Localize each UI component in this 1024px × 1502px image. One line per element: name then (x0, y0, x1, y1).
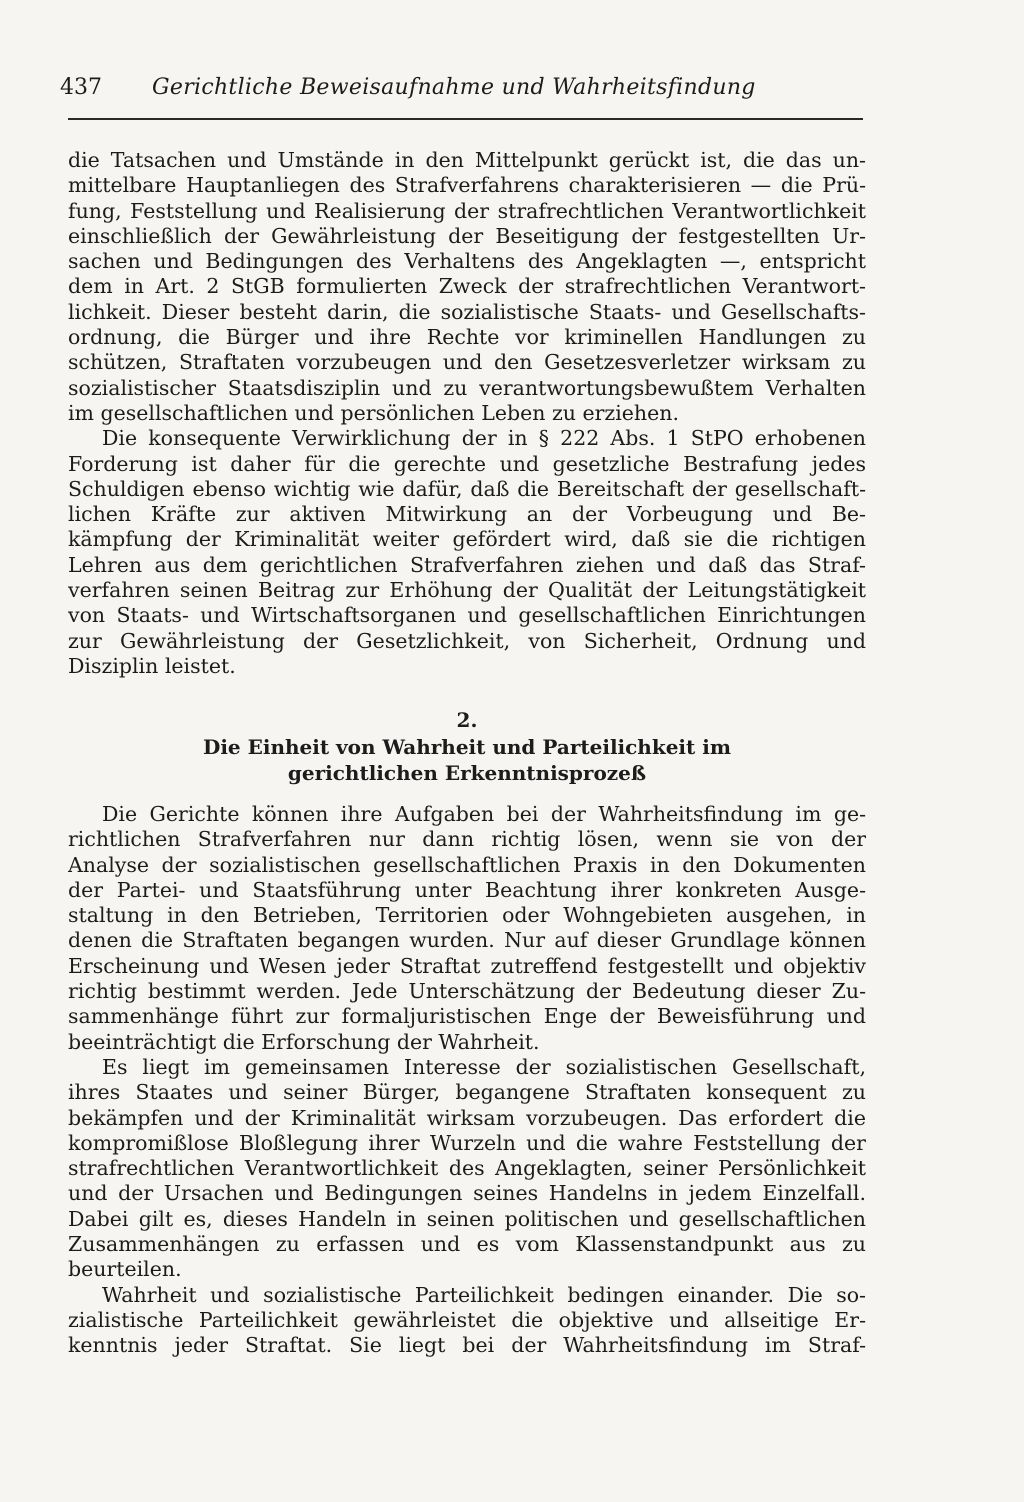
text-line: sozialistischer Staatsdisziplin und zu verantwortungsbewußtem Verhalten (68, 375, 866, 400)
text-line: sammenhänge führt zur formaljuristischen Enge der Beweisführung und (68, 1004, 866, 1029)
text-line: strafrechtlichen Verantwortlichkeit des Angeklagten, seiner Persönlichkeit (68, 1156, 866, 1181)
paragraph (68, 802, 866, 1055)
body-text-bottom (68, 802, 866, 1359)
text-line: richtlichen Strafverfahren nur dann richtig lösen, wenn sie von der (68, 827, 866, 852)
text-line: ordnung, die Bürger und ihre Rechte vor kriminellen Handlungen zu (68, 325, 866, 350)
running-title: Gerichtliche Beweisaufnahme und Wahrheitsfindung (152, 75, 756, 100)
paragraph (68, 148, 866, 426)
text-line: Lehren aus dem gerichtlichen Strafverfahren ziehen und daß das Straf- (68, 552, 866, 577)
text-line: Es liegt im gemeinsamen Interesse der sozialistischen Gesellschaft, (102, 1054, 866, 1079)
section-number: 2. (456, 708, 478, 732)
text-line: richtig bestimmt werden. Jede Unterschätzung der Bedeutung dieser Zu- (68, 979, 866, 1004)
section-heading (68, 706, 866, 786)
paragraph (68, 1283, 866, 1359)
text-line: staltung in den Betrieben, Territorien oder Wohngebieten ausgehen, in (68, 903, 866, 928)
text-line: die Tatsachen und Umstände in den Mittelpunkt gerückt ist, die das un- (68, 148, 866, 172)
body-text-top (68, 148, 866, 679)
text-line: Schuldigen ebenso wichtig wie dafür, daß die Bereitschaft der gesellschaft- (68, 476, 866, 501)
text-line: Disziplin leistet. (68, 653, 236, 678)
text-line: beeinträchtigt die Erforschung der Wahrheit. (68, 1029, 540, 1054)
text-line: kompromißlose Bloßlegung ihrer Wurzeln und die wahre Feststellung der (68, 1130, 866, 1155)
section-title-line-2: gerichtlichen Erkenntnisprozeß (287, 761, 647, 785)
text-line: Die konsequente Verwirklichung der in § 222 Abs. 1 StPO erhobenen (102, 426, 866, 451)
text-line: sachen und Bedingungen des Verhaltens des Angeklagten —, entspricht (68, 249, 866, 274)
text-line: bekämpfen und der Kriminalität wirksam vorzubeugen. Das erfordert die (68, 1105, 866, 1130)
text-line: und der Ursachen und Bedingungen seines Handelns in jedem Einzelfall. (68, 1181, 866, 1206)
text-line: fung, Feststellung und Realisierung der strafrechtlichen Verantwortlichkeit (68, 198, 866, 223)
text-line: Wahrheit und sozialistische Parteilichkeit bedingen einander. Die so- (102, 1282, 866, 1307)
text-line: zialistische Parteilichkeit gewährleistet die objektive und allseitige Er- (68, 1307, 866, 1332)
text-line: schützen, Straftaten vorzubeugen und den Gesetzesverletzer wirksam zu (68, 350, 866, 375)
text-line: Zusammenhängen zu erfassen und es vom Klassenstandpunkt aus zu (68, 1232, 866, 1257)
text-line: zur Gewährleistung der Gesetzlichkeit, von Sicherheit, Ordnung und (68, 628, 866, 653)
text-line: beurteilen. (68, 1257, 182, 1282)
text-line: kämpfung der Kriminalität weiter gefördert wird, daß sie die richtigen (68, 527, 866, 552)
text-line: verfahren seinen Beitrag zur Erhöhung der Qualität der Leitungstätigkeit (68, 578, 866, 603)
page-number: 437 (60, 75, 102, 100)
text-line: von Staats- und Wirtschaftsorganen und gesellschaftlichen Einrichtungen (68, 603, 866, 628)
header-rule (68, 118, 863, 120)
section-title-line-1: Die Einheit von Wahrheit und Parteilichkeit im (202, 735, 731, 759)
paragraph (68, 1055, 866, 1283)
text-line: mittelbare Hauptanliegen des Strafverfahrens charakterisieren — die Prü- (68, 173, 866, 198)
text-line: denen die Straftaten begangen wurden. Nur auf dieser Grundlage können (68, 928, 866, 953)
text-line: einschließlich der Gewährleistung der Beseitigung der festgestellten Ur- (68, 223, 866, 248)
paragraph (68, 426, 866, 679)
text-line: kenntnis jeder Straftat. Sie liegt bei der Wahrheitsfindung im Straf- (68, 1333, 866, 1358)
text-line: ihres Staates und seiner Bürger, begangene Straftaten konsequent zu (68, 1080, 866, 1105)
text-line: lichen Kräfte zur aktiven Mitwirkung an der Vorbeugung und Be- (68, 502, 866, 527)
text-line: der Partei- und Staatsführung unter Beachtung ihrer konkreten Ausge- (68, 877, 866, 902)
text-line: im gesellschaftlichen und persönlichen Leben zu erziehen. (68, 400, 679, 425)
text-line: Analyse der sozialistischen gesellschaftlichen Praxis in den Dokumenten (68, 852, 866, 877)
text-line: dem in Art. 2 StGB formulierten Zweck der strafrechtlichen Verantwort- (68, 274, 866, 299)
text-line: Erscheinung und Wesen jeder Straftat zutreffend festgestellt und objektiv (68, 953, 866, 978)
text-line: Die Gerichte können ihre Aufgaben bei der Wahrheitsfindung im ge- (102, 802, 866, 826)
text-line: Forderung ist daher für die gerechte und gesetzliche Bestrafung jedes (68, 451, 866, 476)
text-line: lichkeit. Dieser besteht darin, die sozialistische Staats- und Gesellschafts- (68, 299, 866, 324)
text-line: Dabei gilt es, dieses Handeln in seinen politischen und gesellschaftlichen (68, 1206, 866, 1231)
